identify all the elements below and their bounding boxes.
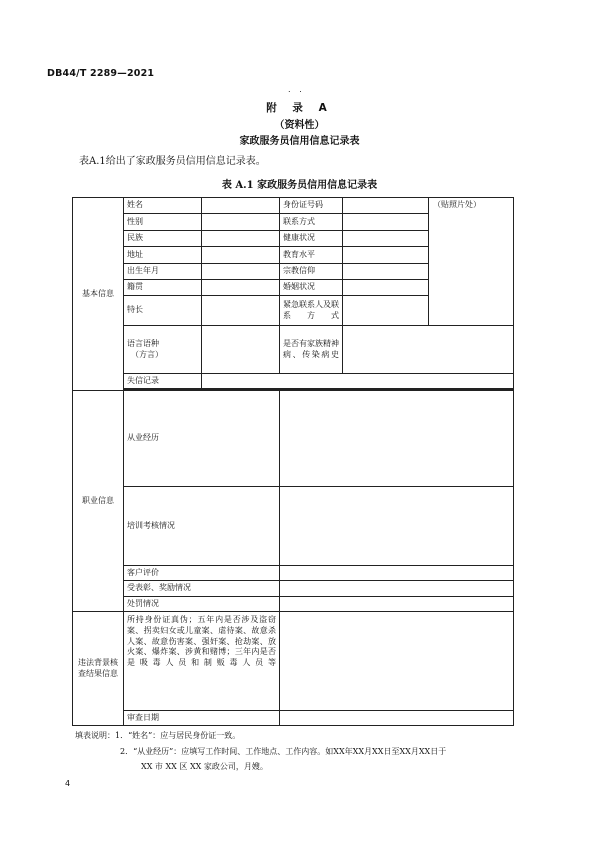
value-language[interactable] [202,326,280,374]
note-1: 填表说明：1．“姓名”：应与居民身份证一致。 [75,731,241,740]
photo-area: （贴照片处） [429,198,514,326]
annex-nature: （资料性） [274,120,325,131]
note-2-continued: XX 市 XX 区 XX 家政公司，月嫂。 [141,762,268,771]
page-number: 4 [65,779,71,788]
label-contact: 联系方式 [280,214,343,231]
value-training[interactable] [280,487,514,566]
label-address: 地址 [124,247,202,264]
label-id-number: 身份证号码 [280,198,343,214]
label-specialty: 特长 [124,296,202,326]
value-dishonesty[interactable] [202,374,514,389]
value-penalty[interactable] [280,597,514,612]
label-emergency-contact: 紧急联系人及联系方式 [280,296,343,326]
value-ethnicity[interactable] [202,231,280,247]
label-violation-items: 所持身份证真伪；五年内是否涉及盗窃案、拐卖妇女或儿童案、虐待案、故意杀人案、故意伤害案、强奸案、抢劫案、放火案、爆炸案、涉黄和赌博；三年内是否是吸毒人员和制贩毒人员等 [124,612,280,711]
value-id-number[interactable] [343,198,429,214]
value-health[interactable] [343,231,429,247]
value-work-history[interactable] [280,391,514,487]
label-review-date: 审查日期 [124,711,280,726]
table-title: 表 A.1 家政服务员信用信息记录表 [221,180,378,191]
section-violation-check: 违法背景核查结果信息 [73,612,124,726]
value-awards[interactable] [280,581,514,597]
label-awards: 受表彰、奖励情况 [124,581,280,597]
standard-code: DB44/T 2289—2021 [47,68,155,79]
value-specialty[interactable] [202,296,280,326]
label-training: 培训考核情况 [124,487,280,566]
value-religion[interactable] [343,264,429,280]
value-customer-review[interactable] [280,566,514,581]
value-education[interactable] [343,247,429,264]
label-native-place: 籍贯 [124,280,202,296]
header-dots: . . [288,85,305,94]
label-health: 健康状况 [280,231,343,247]
section-career-info: 职业信息 [73,391,124,612]
label-education: 教育水平 [280,247,343,264]
value-birth[interactable] [202,264,280,280]
section-basic-info: 基本信息 [73,198,124,391]
label-language-text: 语言语种 [127,338,159,348]
annex-name: 家政服务员信用信息记录表 [239,136,360,147]
value-contact[interactable] [343,214,429,231]
label-marital: 婚姻状况 [280,280,343,296]
value-violation-items[interactable] [280,612,514,711]
credit-record-table [72,197,514,726]
label-family-history: 是否有家族精神病、传染病史 [280,326,343,374]
label-language [124,326,202,374]
label-religion: 宗教信仰 [280,264,343,280]
label-gender: 性别 [124,214,202,231]
label-name: 姓名 [124,198,202,214]
label-dialect-text: （方言） [131,349,163,359]
label-customer-review: 客户评价 [124,566,280,581]
annex-title: 附 录 A [266,102,333,114]
label-ethnicity: 民族 [124,231,202,247]
value-native-place[interactable] [202,280,280,296]
value-gender[interactable] [202,214,280,231]
label-penalty: 处罚情况 [124,597,280,612]
label-dishonesty: 失信记录 [124,374,202,389]
value-family-history[interactable] [343,326,514,374]
intro-text: 表A.1给出了家政服务员信用信息记录表。 [79,156,266,167]
value-emergency-contact[interactable] [343,296,429,326]
note-2: 2．“从业经历”：应填写工作时间、工作地点、工作内容。如XX年XX月XX日至XX月XX日于 [120,747,447,756]
value-review-date[interactable] [280,711,514,726]
value-address[interactable] [202,247,280,264]
label-work-history: 从业经历 [124,391,280,487]
value-marital[interactable] [343,280,429,296]
label-birth: 出生年月 [124,264,202,280]
value-name[interactable] [202,198,280,214]
